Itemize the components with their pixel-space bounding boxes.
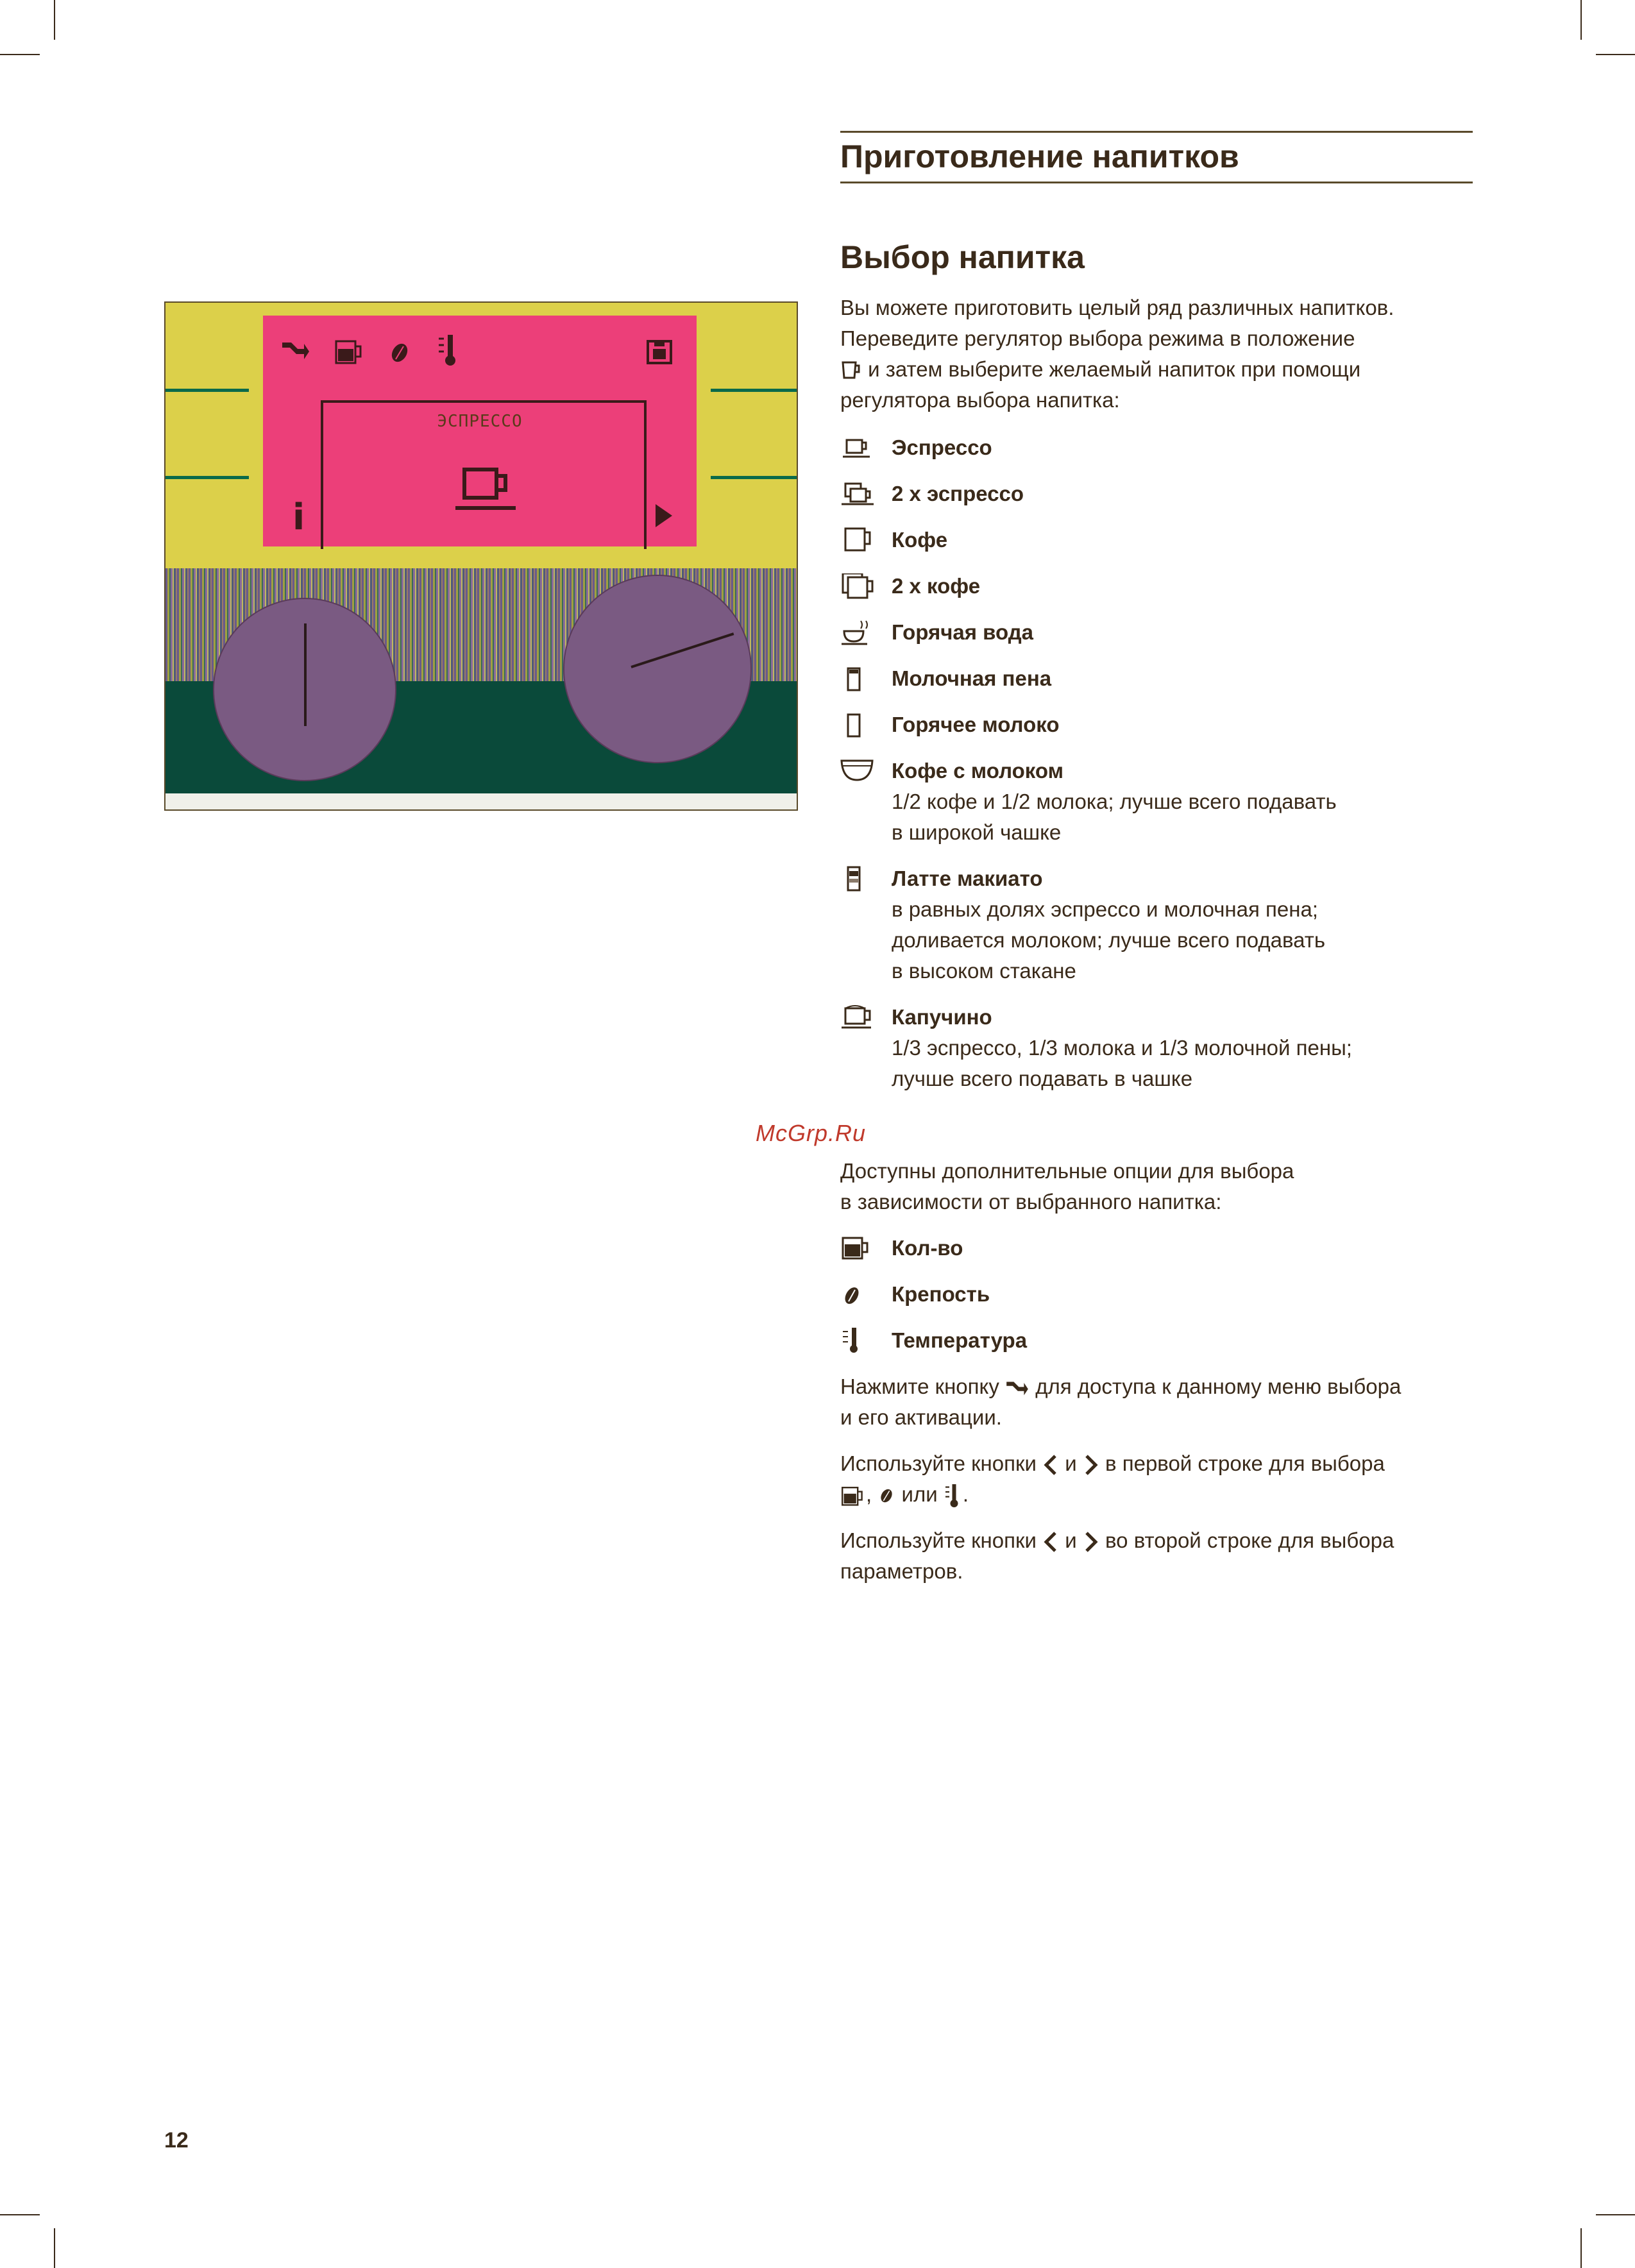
description-line: в высоком стакане xyxy=(892,959,1076,983)
espresso-cup-icon xyxy=(454,466,518,521)
menu-arrow-icon xyxy=(1005,1378,1029,1398)
instruction-line xyxy=(840,1371,1475,1402)
bean-strength-icon xyxy=(877,1485,895,1507)
drink-description xyxy=(892,786,1469,848)
instruction-text: Используйте кнопки xyxy=(840,1451,1037,1475)
crop-mark xyxy=(54,2228,55,2268)
screen-drink-name: ЭСПРЕССО xyxy=(437,412,523,431)
drink-label: Эспрессо xyxy=(892,436,992,459)
knob-indicator xyxy=(304,623,307,726)
intro-text: и затем выберите желаемый напиток при помощи xyxy=(868,357,1361,381)
instruction-text: , xyxy=(866,1482,872,1506)
instruction-text: . xyxy=(962,1482,969,1506)
drink-label: Кофе xyxy=(892,528,948,552)
description-line: доливается молоком; лучше всего подавать xyxy=(892,928,1326,952)
drink-label: 2 х кофе xyxy=(892,574,981,598)
double-espresso-icon xyxy=(840,481,875,507)
instruction-text: для доступа к данному меню выбора xyxy=(1035,1375,1402,1398)
chevron-right-icon xyxy=(1083,1530,1099,1553)
description-line: в равных долях эспрессо и молочная пена; xyxy=(892,897,1318,921)
description-line: в широкой чашке xyxy=(892,820,1062,844)
panel-line xyxy=(165,476,249,479)
options-intro-line: Доступны дополнительные опции для выбора xyxy=(840,1159,1294,1183)
instruction-text: Используйте кнопки xyxy=(840,1528,1037,1552)
crop-mark xyxy=(1596,54,1635,55)
drink-label: Молочная пена xyxy=(892,666,1052,690)
instruction-text: и xyxy=(1065,1451,1077,1475)
bean-strength-icon xyxy=(840,1282,875,1307)
instruction-text: Нажмите кнопку xyxy=(840,1375,999,1398)
double-coffee-icon xyxy=(840,573,875,599)
instruction-line xyxy=(840,1448,1475,1479)
intro-paragraph xyxy=(840,292,1475,416)
section-title: Выбор напитка xyxy=(840,239,1085,275)
instruction-line: и его активации. xyxy=(840,1405,1002,1429)
panel-line xyxy=(711,476,797,479)
intro-line xyxy=(840,354,1475,385)
drink-label: Латте макиато xyxy=(892,867,1043,890)
knob-indicator xyxy=(631,632,734,668)
chevron-left-icon xyxy=(1042,1530,1059,1553)
cappuccino-cup-icon xyxy=(840,1004,875,1030)
crop-mark xyxy=(1580,0,1582,40)
intro-line: Вы можете приготовить целый ряд различных напитков. xyxy=(840,296,1394,319)
quantity-icon xyxy=(840,1484,866,1507)
quantity-icon xyxy=(840,1235,875,1261)
memory-icon xyxy=(645,339,673,366)
coffee-cup-icon xyxy=(840,527,875,553)
menu-arrow-icon xyxy=(281,337,310,363)
page-number: 12 xyxy=(164,2128,189,2153)
cafe-au-lait-icon xyxy=(840,758,875,784)
chevron-right-icon xyxy=(1083,1453,1099,1477)
lcd-display xyxy=(263,316,697,546)
option-label: Температура xyxy=(892,1328,1028,1352)
crop-mark xyxy=(0,54,40,55)
thermometer-icon xyxy=(436,334,462,367)
panel-line xyxy=(711,389,797,392)
milk-froth-icon xyxy=(840,666,875,691)
instruction-line: параметров. xyxy=(840,1559,963,1583)
drink-label: Горячая вода xyxy=(892,620,1034,644)
drink-label: Капучино xyxy=(892,1005,992,1029)
instruction-paragraph xyxy=(840,1371,1475,1433)
intro-line: Переведите регулятор выбора режима в положение xyxy=(840,326,1355,350)
base-edge xyxy=(165,793,797,809)
quantity-icon xyxy=(334,337,366,366)
instruction-text: и xyxy=(1065,1528,1077,1552)
hot-water-icon xyxy=(840,620,875,645)
watermark: McGrp.Ru xyxy=(756,1120,867,1146)
latte-glass-icon xyxy=(840,866,875,892)
chevron-left-icon xyxy=(1042,1453,1059,1477)
options-intro-line: в зависимости от выбранного напитка: xyxy=(840,1190,1222,1214)
option-label: Крепость xyxy=(892,1282,990,1306)
drink-label: Кофе с молоком xyxy=(892,759,1063,783)
description-line: 1/3 эспрессо, 1/3 молока и 1/3 молочной пены; xyxy=(892,1036,1352,1060)
thermometer-icon xyxy=(944,1483,963,1509)
instruction-paragraph xyxy=(840,1448,1475,1510)
bean-strength-icon xyxy=(388,340,411,366)
instruction-line xyxy=(840,1479,1475,1510)
crop-mark xyxy=(54,0,55,40)
crop-mark xyxy=(1580,2228,1582,2268)
panel-line xyxy=(165,389,249,392)
options-intro xyxy=(840,1156,1475,1217)
hot-milk-icon xyxy=(840,712,875,738)
option-label: Кол-во xyxy=(892,1236,963,1260)
instruction-text: в первой строке для выбора xyxy=(1105,1451,1385,1475)
instruction-paragraph xyxy=(840,1525,1475,1587)
intro-line: регулятора выбора напитка: xyxy=(840,388,1120,412)
instruction-text: во второй строке для выбора xyxy=(1105,1528,1394,1552)
drink-description xyxy=(892,894,1469,986)
description-line: лучше всего подавать в чашке xyxy=(892,1067,1193,1090)
coffee-machine-illustration xyxy=(164,301,798,811)
next-arrow-icon[interactable] xyxy=(654,503,673,529)
drink-description xyxy=(892,1033,1469,1094)
mode-selector-knob[interactable] xyxy=(213,598,396,781)
drink-label: Горячее молоко xyxy=(892,713,1060,736)
crop-mark xyxy=(0,2214,40,2215)
crop-mark xyxy=(1596,2214,1635,2215)
info-label[interactable]: i xyxy=(292,496,305,538)
mug-icon xyxy=(840,360,862,382)
instruction-text: или xyxy=(901,1482,938,1506)
description-line: 1/2 кофе и 1/2 молока; лучше всего подавать xyxy=(892,790,1337,813)
chapter-title: Приготовление напитков xyxy=(840,139,1239,174)
thermometer-icon xyxy=(840,1328,875,1353)
drink-label: 2 х эспрессо xyxy=(892,482,1024,505)
drink-selector-knob[interactable] xyxy=(563,575,752,763)
chapter-header xyxy=(840,131,1473,183)
instruction-line xyxy=(840,1525,1475,1556)
espresso-cup-icon xyxy=(840,435,875,461)
